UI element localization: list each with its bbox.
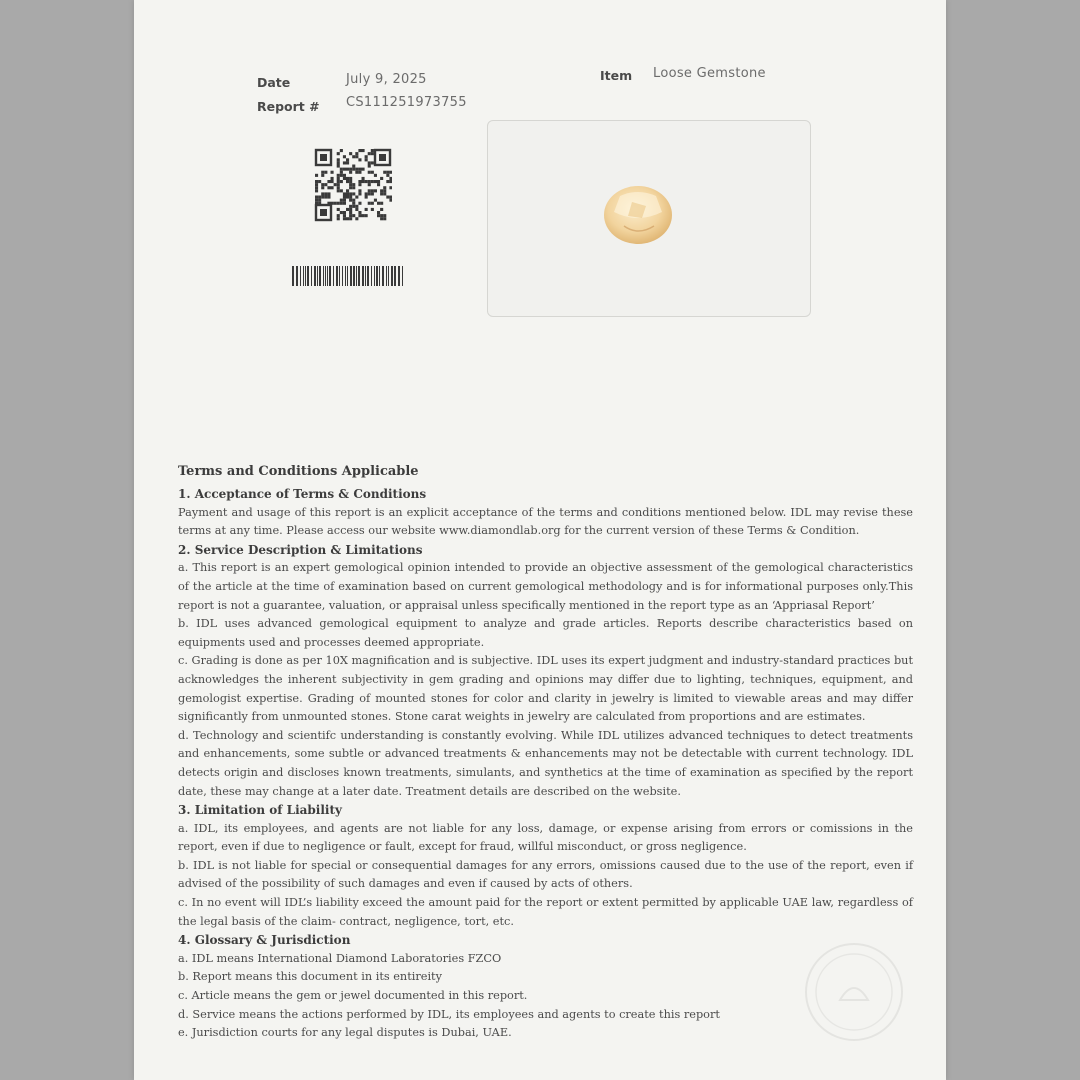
section-liability-a: a. IDL, its employees, and agents are not liable for any loss, damage, or expense arising from errors or comissions in the report, even if due to negligence or fault, except for fraud, willful misconduct, or gross negligence. bbox=[178, 821, 913, 854]
date-value: July 9, 2025 bbox=[346, 72, 427, 87]
section-glossary-heading: 4. Glossary & Jurisdiction bbox=[178, 933, 351, 948]
report-number-label: Report # bbox=[257, 99, 320, 114]
glossary-item: e. Jurisdiction courts for any legal disputes is Dubai, UAE. bbox=[178, 1026, 512, 1040]
section-liability-heading: 3. Limitation of Liability bbox=[178, 803, 342, 818]
section-service-a: a. This report is an expert gemological opinion intended to provide an objective assessment of the gemological characteristics of the article at the time of examination based on current gemological methodology and is for informational purposes only.This report is not a guarantee, valuation, or appraisal unless specifically mentioned in the report type as an ‘Appriasal Report’ bbox=[178, 561, 913, 612]
report-number-value: CS111251973755 bbox=[346, 95, 467, 110]
item-label: Item bbox=[600, 68, 633, 83]
section-acceptance-heading: 1. Acceptance of Terms & Conditions bbox=[178, 487, 427, 501]
terms-title: Terms and Conditions Applicable bbox=[178, 464, 419, 479]
section-liability-b: b. IDL is not liable for special or consequential damages for any errors, omissions caused due to the use of the report, even if advised of the possibility of such damages and even if caused by acts of others. bbox=[178, 858, 913, 891]
section-service-d: d. Technology and scientifc understanding is constantly evolving. While IDL utilizes advanced techniques to detect treatments and enhancements, some subtle or advanced treatments & enhancements may not be detectable with current technology. IDL detects origin and discloses known treatments, simulants, and synthetics at the time of examination as specified by the report date, these may change at a later date. Treatment details are described on the website. bbox=[178, 728, 913, 798]
barcode bbox=[292, 266, 406, 286]
section-liability-c: c. In no event will IDL’s liability exceed the amount paid for the report or extent permitted by applicable UAE law, regardless of the legal basis of the claim- contract, negligence, tort, etc. bbox=[178, 896, 913, 928]
item-value: Loose Gemstone bbox=[653, 66, 766, 81]
section-service-c: c. Grading is done as per 10X magnification and is subjective. IDL uses its expert judgment and industry-standard practices but acknowledges the inherent subjectivity in gem grading and opinions may differ due to lighting, techniques, equipment, and gemologist expertise. Grading of mounted stones for color and clarity in jewelry is limited to viewable areas and may differ significantly from unmounted stones. Stone carat weights in jewelry are calculated from proportions and are estimates. bbox=[178, 654, 913, 724]
section-service-heading: 2. Service Description & Limitations bbox=[178, 542, 423, 557]
qr-code bbox=[314, 148, 392, 222]
terms-and-conditions bbox=[178, 462, 913, 1043]
date-label: Date bbox=[257, 75, 291, 90]
glossary-item: d. Service means the actions performed by IDL, its employees and agents to create this report bbox=[178, 1007, 720, 1021]
glossary-item: a. IDL means International Diamond Laboratories FZCO bbox=[178, 951, 502, 965]
section-acceptance-text: Payment and usage of this report is an explicit acceptance of the terms and conditions mentioned below. IDL may revise these terms at any time. Please access our website www.diamondlab.org for the current version of these Terms & Condition. bbox=[178, 505, 913, 538]
gemstone-image bbox=[602, 182, 674, 246]
glossary-item: c. Article means the gem or jewel documented in this report. bbox=[178, 989, 528, 1003]
glossary-item: b. Report means this document in its entireity bbox=[178, 970, 442, 984]
section-service-b: b. IDL uses advanced gemological equipment to analyze and grade articles. Reports describe characteristics based on equipments used and processes deemed appropriate. bbox=[178, 617, 913, 649]
